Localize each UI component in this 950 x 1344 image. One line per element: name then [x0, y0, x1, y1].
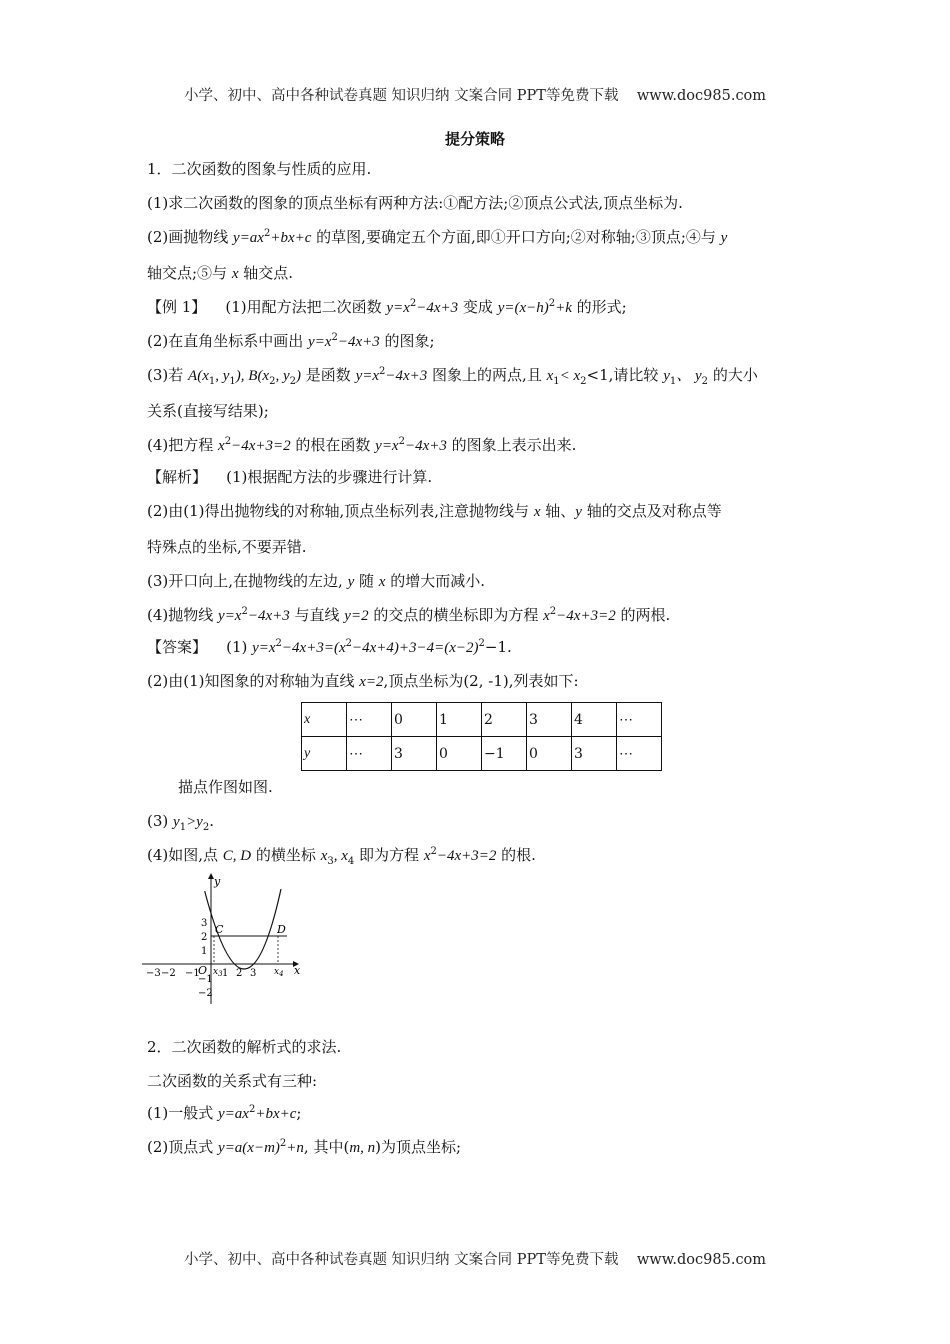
table-cell: 3 — [392, 737, 437, 771]
table-cell: ⋯ — [617, 737, 662, 771]
table-cell: ⋯ — [347, 737, 392, 771]
table-cell: x — [302, 703, 347, 737]
section1-p1: (1)求二次函数的图象的顶点坐标有两种方法:①配方法;②顶点公式法,顶点坐标为. — [147, 194, 683, 212]
example1-q3-cont: 关系(直接写结果); — [147, 402, 269, 420]
section2-f2: (2)顶点式 $y=a(x-m)^2+n$, 其中(m, n)为顶点坐标; — [147, 1138, 462, 1156]
value-table — [301, 702, 662, 771]
answer-tag: 【答案】 — [147, 638, 208, 656]
tick-2: 2 — [236, 968, 243, 979]
table-cell: y — [302, 737, 347, 771]
answer-s1: 【答案】 (1) $y=x^2-4x+3=(x^2-4x+4)+3-4=(x-2)^2-1$. — [147, 638, 512, 656]
table-cell: ⋯ — [617, 703, 662, 737]
answer-s2: (2)由(1)知图象的对称轴为直线 x=2,顶点坐标为(2, -1),列表如下: — [147, 672, 579, 690]
tick-y1: 1 — [201, 946, 208, 957]
tick-neg3: −3 — [146, 968, 161, 979]
answer-s3: (3) $y_1>y_2$. — [147, 812, 214, 833]
point-c-label: C — [215, 923, 224, 936]
header-banner: 小学、初中、高中各种试卷真题 知识归纳 文案合同 PPT等免费下载 www.doc985.com — [183, 88, 767, 104]
table-cell: 0 — [527, 737, 572, 771]
x4-label: $x_4$ — [274, 967, 284, 978]
table-row-x — [302, 703, 662, 737]
example1-q3: (3)若 $A(x_1$, $y_1$), $B(x_2$, $y_2$) 是函数 $y=x^2-4x+3$ 图象上的两点,且 $x_1< x_2<1$,请比较 $y_1$、 $y_2$ 的大小 — [147, 366, 758, 387]
table-cell: 3 — [572, 737, 617, 771]
tick-neg2: −2 — [161, 968, 176, 979]
origin-label: O — [198, 964, 208, 977]
point-d-label: D — [277, 923, 286, 936]
table-cell: 0 — [437, 737, 482, 771]
analysis-a1: 【解析】 (1)根据配方法的步骤进行计算. — [147, 468, 433, 486]
tick-yneg1: −1 — [198, 974, 213, 985]
tick-neg1: −1 — [185, 968, 200, 979]
section1-heading: 1．二次函数的图象与性质的应用. — [147, 160, 372, 178]
table-cell: 1 — [437, 703, 482, 737]
section1-p2: (2)画抛物线 $y=ax^2+bx+c$ 的草图,要确定五个方面,即①开口方向;②对称轴;③顶点;④与 y — [147, 228, 728, 246]
table-cell: 4 — [572, 703, 617, 737]
footer-banner: 小学、初中、高中各种试卷真题 知识归纳 文案合同 PPT等免费下载 www.doc985.com — [183, 1252, 767, 1268]
section1-p3: 轴交点;⑤与 x 轴交点. — [147, 264, 294, 282]
x-axis-label: x — [294, 964, 301, 977]
table-cell: −1 — [482, 737, 527, 771]
page-title: 提分策略 — [444, 130, 505, 148]
tick-yneg2: −2 — [198, 988, 213, 999]
table-cell: ⋯ — [347, 703, 392, 737]
tick-1: 1 — [222, 968, 229, 979]
y-axis-label: y — [214, 875, 221, 888]
x3-label: $x_3$ — [213, 967, 223, 978]
plot-note: 描点作图如图. — [178, 778, 273, 796]
tick-3: 3 — [250, 968, 257, 979]
analysis-a3: (3)开口向上,在抛物线的左边, y 随 x 的增大而减小. — [147, 572, 485, 590]
example-tag: 【例 1】 — [147, 298, 207, 316]
table-row-y — [302, 737, 662, 771]
table-cell: 0 — [392, 703, 437, 737]
tick-y2: 2 — [201, 932, 208, 943]
table-cell: 3 — [527, 703, 572, 737]
example1-q4: (4)把方程 $x^2-4x+3=2$ 的根在函数 $y=x^2-4x+3$ 的图象上表示出来. — [147, 436, 577, 454]
example1-q2: (2)在直角坐标系中画出 $y=x^2-4x+3$ 的图象; — [147, 332, 435, 350]
analysis-a2: (2)由(1)得出抛物线的对称轴,顶点坐标列表,注意抛物线与 x 轴、y 轴的交点及对称点等 — [147, 502, 722, 520]
analysis-tag: 【解析】 — [147, 468, 208, 486]
example1-q1: 【例 1】 (1)用配方法把二次函数 $y=x^2-4x+3$ 变成 $y=(x-h)^2+k$ 的形式; — [147, 298, 627, 316]
tick-y3: 3 — [201, 918, 208, 929]
answer-s4: (4)如图,点 C, D 的横坐标 $x_3$, $x_4$ 即为方程 $x^2-4x+3=2$ 的根. — [147, 846, 536, 867]
analysis-a2-cont: 特殊点的坐标,不要弄错. — [147, 538, 307, 556]
analysis-a4: (4)抛物线 $y=x^2-4x+3$ 与直线 y=2 的交点的横坐标即为方程 $x^2-4x+3=2$ 的两根. — [147, 606, 671, 624]
parabola-graph — [138, 868, 308, 1008]
section2-heading: 2．二次函数的解析式的求法. — [147, 1038, 342, 1056]
section2-intro: 二次函数的关系式有三种: — [147, 1072, 318, 1090]
table-cell: 2 — [482, 703, 527, 737]
section2-f1: (1)一般式 $y=ax^2+bx+c$; — [147, 1104, 302, 1122]
